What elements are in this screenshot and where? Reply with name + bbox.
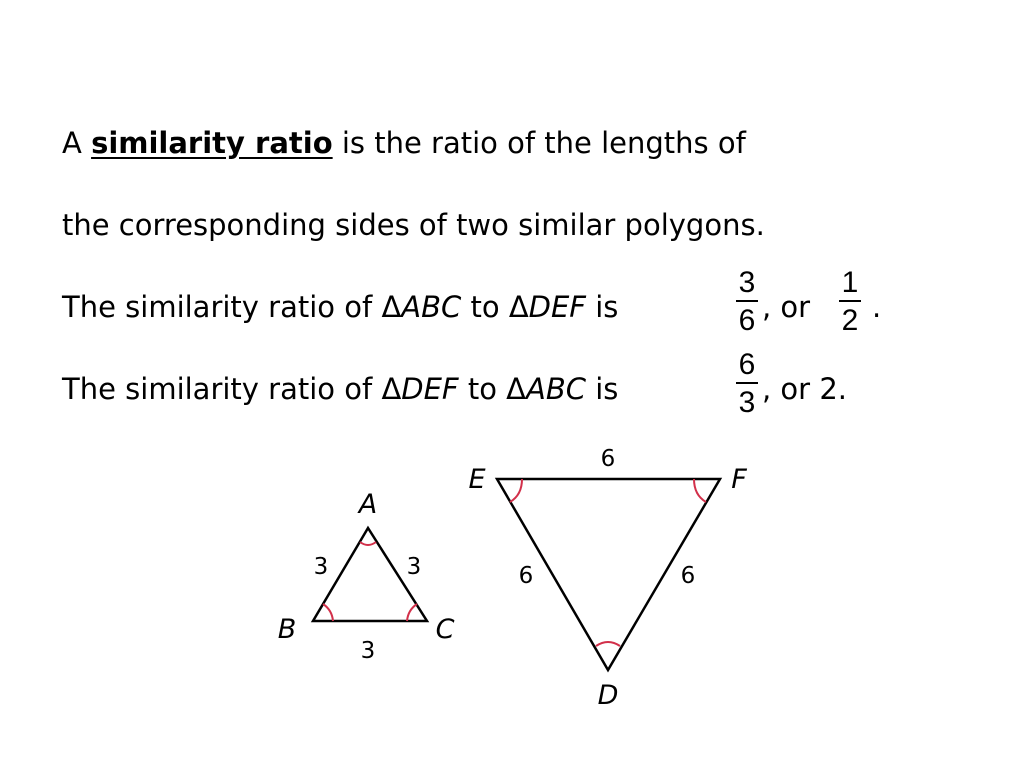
example1-period: . xyxy=(872,290,882,324)
angle-mark-f xyxy=(694,479,706,502)
definition-text: is the ratio of the lengths of xyxy=(341,126,746,160)
example2-triangle-abc: ABC xyxy=(526,372,586,406)
example1-triangle-def: DEF xyxy=(528,290,586,324)
side-label-ed: 6 xyxy=(518,563,534,589)
example2-is: is xyxy=(586,372,619,406)
side-label-fd: 6 xyxy=(680,563,696,589)
example1-or: , or xyxy=(762,290,811,324)
vertex-label-c: C xyxy=(435,614,455,645)
angle-mark-a xyxy=(360,542,376,545)
angle-mark-d xyxy=(596,642,620,646)
vertex-label-e: E xyxy=(468,464,486,495)
angle-mark-e xyxy=(510,479,522,502)
vertex-label-a: A xyxy=(358,489,378,520)
example1-is: is xyxy=(586,290,619,324)
fraction-denominator: 3 xyxy=(738,385,756,419)
triangle-def xyxy=(468,446,747,711)
example2-result: , or 2. xyxy=(762,372,847,406)
fraction-numerator: 6 xyxy=(738,348,756,381)
definition-text-2: the corresponding sides of two similar polygons. xyxy=(62,208,765,242)
term-similarity-ratio: similarity ratio xyxy=(91,126,333,160)
vertex-label-d: D xyxy=(597,680,619,711)
example1-triangle-abc: ABC xyxy=(401,290,462,324)
vertex-label-f: F xyxy=(731,464,747,495)
example2-triangle-def: DEF xyxy=(401,372,459,406)
example1-to: to Δ xyxy=(461,290,529,324)
side-label-ab: 3 xyxy=(313,554,329,580)
example1-prefix: The similarity ratio of Δ xyxy=(62,290,402,324)
angle-mark-b xyxy=(323,604,333,621)
fraction-denominator: 2 xyxy=(841,303,859,337)
vertex-label-b: B xyxy=(277,614,297,645)
article-text: A xyxy=(62,126,82,160)
angle-mark-c xyxy=(407,604,417,621)
fraction-numerator: 3 xyxy=(738,266,756,299)
side-label-bc: 3 xyxy=(360,638,376,664)
example2-prefix: The similarity ratio of Δ xyxy=(62,372,402,406)
fraction-numerator: 1 xyxy=(841,266,859,299)
side-label-ef: 6 xyxy=(600,446,616,472)
example2-to: to Δ xyxy=(458,372,527,406)
side-label-ac: 3 xyxy=(406,554,422,580)
triangle-abc xyxy=(278,489,455,664)
fraction-denominator: 6 xyxy=(738,303,756,337)
